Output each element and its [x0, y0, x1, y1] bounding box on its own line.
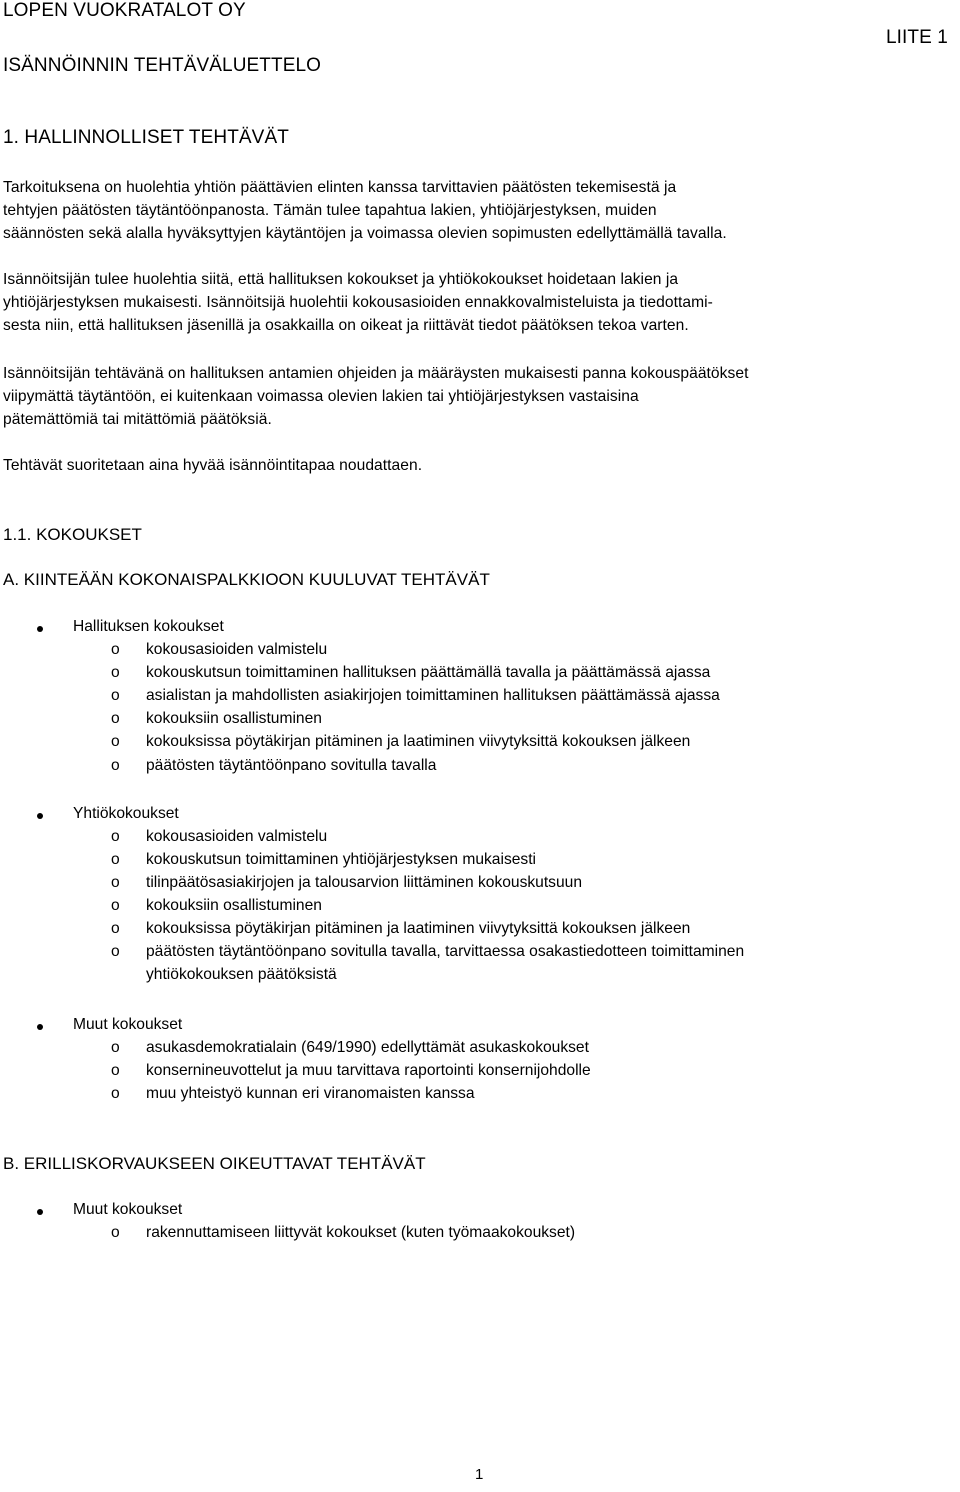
paragraph-line: Tarkoituksena on huolehtia yhtiön päättävien elinten kanssa tarvittavien päätösten tekemisestä ja — [3, 179, 677, 196]
list-item: asialistan ja mahdollisten asiakirjojen toimittaminen hallituksen päättämässä ajassa — [146, 687, 720, 704]
part-a-title: A. KIINTEÄÄN KOKONAISPALKKIOON KUULUVAT TEHTÄVÄT — [3, 570, 490, 589]
paragraph-line: Isännöitsijän tehtävänä on hallituksen antamien ohjeiden ja määräysten mukaisesti panna kokouspäätökset — [3, 365, 749, 382]
list-item: kokouskutsun toimittaminen hallituksen päättämällä tavalla ja päättämässä ajassa — [146, 664, 711, 681]
list-item-continuation: yhtiökokouksen päätöksistä — [146, 966, 337, 983]
paragraph-practice — [3, 454, 958, 477]
sub-bullet-icon: o — [111, 851, 120, 868]
page-number: 1 — [475, 1466, 484, 1483]
paragraph-line: pätemättömiä tai mitättömiä päätöksiä. — [3, 411, 272, 428]
list-item: kokouskutsun toimittaminen yhtiöjärjestyksen mukaisesti — [146, 851, 537, 868]
bullet-icon — [37, 1209, 43, 1215]
paragraph-purpose — [3, 176, 958, 245]
paragraph-line: sesta niin, että hallituksen jäsenillä ja osakkailla on oikeat ja riittävät tiedot päätöksen tekoa varten. — [3, 317, 689, 334]
list-item: kokouksiin osallistuminen — [146, 897, 322, 914]
company-name: LOPEN VUOKRATALOT OY — [3, 0, 246, 21]
group-label-other-meetings: Muut kokoukset — [73, 1016, 183, 1033]
paragraph-line: yhtiöjärjestyksen mukaisesti. Isännöitsijä huolehtii kokousasioiden ennakkovalmisteluista ja tiedottami- — [3, 294, 713, 311]
document-title: ISÄNNÖINNIN TEHTÄVÄLUETTELO — [3, 55, 322, 76]
sub-bullet-icon: o — [111, 828, 120, 845]
paragraph-meetings-duty — [3, 268, 958, 337]
sub-bullet-icon: o — [111, 897, 120, 914]
attachment-label: LIITE 1 — [886, 27, 948, 48]
list-item: rakennuttamiseen liittyvät kokoukset (kuten työmaakokoukset) — [146, 1224, 576, 1241]
list-item: kokouksissa pöytäkirjan pitäminen ja laatiminen viivytyksittä kokouksen jälkeen — [146, 733, 691, 750]
sub-bullet-icon: o — [111, 1062, 120, 1079]
list-item: konsernineuvottelut ja muu tarvittava raportointi konsernijohdolle — [146, 1062, 591, 1079]
bullet-icon — [37, 626, 43, 632]
list-item: kokousasioiden valmistelu — [146, 828, 328, 845]
list-item: kokouksissa pöytäkirjan pitäminen ja laatiminen viivytyksittä kokouksen jälkeen — [146, 920, 691, 937]
sub-bullet-icon: o — [111, 874, 120, 891]
sub-bullet-icon: o — [111, 943, 120, 960]
subsection-title: 1.1. KOKOUKSET — [3, 525, 142, 544]
sub-bullet-icon: o — [111, 664, 120, 681]
part-b-title: B. ERILLISKORVAUKSEEN OIKEUTTAVAT TEHTÄVÄT — [3, 1154, 426, 1173]
group-label-other-meetings-b: Muut kokoukset — [73, 1201, 183, 1218]
sub-bullet-icon: o — [111, 641, 120, 658]
sub-bullet-icon: o — [111, 1085, 120, 1102]
bullet-icon — [37, 813, 43, 819]
list-item: päätösten täytäntöönpano sovitulla tavalla — [146, 757, 437, 774]
list-item: päätösten täytäntöönpano sovitulla tavalla, tarvittaessa osakastiedotteen toimittaminen — [146, 943, 745, 960]
paragraph-line: tehtyjen päätösten täytäntöönpanosta. Tämän tulee tapahtua lakien, yhtiöjärjestyksen, muiden — [3, 202, 657, 219]
list-item: kokousasioiden valmistelu — [146, 641, 328, 658]
list-item: muu yhteistyö kunnan eri viranomaisten kanssa — [146, 1085, 475, 1102]
sub-bullet-icon: o — [111, 710, 120, 727]
list-item: kokouksiin osallistuminen — [146, 710, 322, 727]
list-item: tilinpäätösasiakirjojen ja talousarvion liittäminen kokouskutsuun — [146, 874, 583, 891]
paragraph-execution — [3, 362, 958, 431]
paragraph-line: Tehtävät suoritetaan aina hyvää isännöintitapaa noudattaen. — [3, 457, 423, 474]
paragraph-line: säännösten sekä alalla hyväksyttyjen käytäntöjen ja voimassa olevien sopimusten edellyttämällä tavalla. — [3, 225, 727, 242]
group-label-shareholder-meetings: Yhtiökokoukset — [73, 805, 179, 822]
sub-bullet-icon: o — [111, 920, 120, 937]
sub-bullet-icon: o — [111, 1224, 120, 1241]
section-title: 1. HALLINNOLLISET TEHTÄVÄT — [3, 127, 289, 148]
sub-bullet-icon: o — [111, 687, 120, 704]
sub-bullet-icon: o — [111, 1039, 120, 1056]
bullet-icon — [37, 1024, 43, 1030]
sub-bullet-icon: o — [111, 733, 120, 750]
list-item: asukasdemokratialain (649/1990) edellyttämät asukaskokoukset — [146, 1039, 589, 1056]
paragraph-line: viipymättä täytäntöön, ei kuitenkaan voimassa olevien lakien tai yhtiöjärjestyksen vastaisina — [3, 388, 639, 405]
paragraph-line: Isännöitsijän tulee huolehtia siitä, että hallituksen kokoukset ja yhtiökokoukset hoidetaan lakien ja — [3, 271, 679, 288]
sub-bullet-icon: o — [111, 757, 120, 774]
group-label-board-meetings: Hallituksen kokoukset — [73, 618, 224, 635]
